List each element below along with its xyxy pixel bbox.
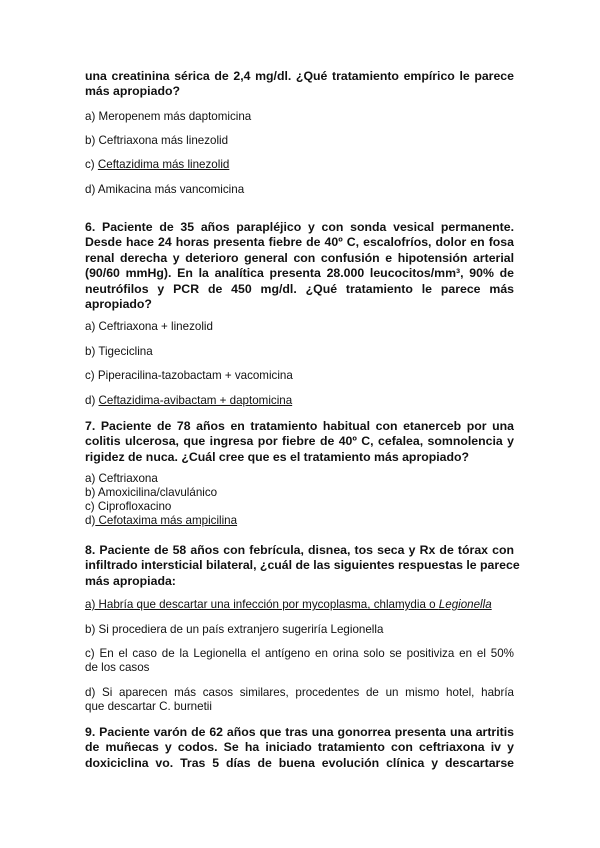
- question-7-line-1: 7. Paciente de 78 años en tratamiento habitual con etanerceb por una: [85, 419, 514, 433]
- question-5-stem: [85, 69, 514, 100]
- question-6-correct-answer: Ceftazidima-avibactam + daptomicina: [98, 394, 293, 407]
- question-7-option-d: [85, 514, 515, 528]
- question-8-option-a-italic: Legionella: [438, 598, 492, 611]
- question-9-stem: [85, 725, 514, 771]
- question-5-option-c-label: c): [85, 158, 98, 171]
- question-5-line-2: más apropiado?: [85, 84, 180, 99]
- question-5-option-b: b) Ceftriaxona más linezolid: [85, 134, 229, 147]
- question-8-option-c-line-1: c) En el caso de la Legionella el antígeno en orina solo se positiviza en el 50%: [85, 647, 514, 660]
- question-7-stem: [85, 419, 514, 465]
- question-6-line-4: (90/60 mmHg). En la analítica presenta 28.000 leucocitos/mm³, 90% de: [85, 266, 514, 281]
- question-8-option-a-correct: [85, 598, 515, 612]
- question-6-option-a: a) Ceftriaxona + linezolid: [85, 320, 213, 333]
- question-8-option-c: [85, 647, 514, 675]
- question-8-option-d-line-2: que descartar C. burnetii: [85, 700, 212, 713]
- question-9-line-1: 9. Paciente varón de 62 años que tras una gonorrea presenta una artritis: [85, 725, 514, 739]
- question-7-line-3: rigidez de nuca. ¿Cuál cree que es el tratamiento más apropiado?: [85, 449, 470, 464]
- question-8-stem: [85, 543, 520, 589]
- question-7-option-c: c) Ciprofloxacino: [85, 500, 172, 513]
- question-8-option-c-line-2: de los casos: [85, 661, 150, 674]
- question-6-line-1: 6. Paciente de 35 años parapléjico y con sonda vesical permanente.: [85, 220, 514, 234]
- question-7-correct-answer: Cefotaxima más ampicilina: [95, 514, 238, 527]
- question-6-line-3: renal derecha y deterioro general con confusión e hipotensión arterial: [85, 250, 514, 265]
- question-6-option-d: [85, 394, 515, 408]
- question-8-option-b: b) Si procediera de un país extranjero sugeriría Legionella: [85, 623, 384, 636]
- question-5-correct-answer: Ceftazidima más linezolid: [97, 158, 230, 171]
- question-6-option-c: c) Piperacilina-tazobactam + vacomicina: [85, 369, 293, 382]
- question-8-option-d-line-1: d) Si aparecen más casos similares, procedentes de un mismo hotel, habría: [85, 686, 514, 699]
- question-9-line-3: doxiciclina vo. Tras 5 días de buena evolución clínica y descartarse: [85, 755, 514, 770]
- question-8-line-2: infiltrado intersticial bilateral, ¿cuál de las siguientes respuestas le parece: [85, 558, 520, 573]
- question-5-line-1: una creatinina sérica de 2,4 mg/dl. ¿Qué tratamiento empírico le parece: [85, 69, 514, 83]
- question-7-option-a: a) Ceftriaxona: [85, 472, 158, 485]
- question-6-option-d-label: d): [85, 394, 99, 407]
- question-5-option-a: a) Meropenem más daptomicina: [85, 110, 252, 123]
- question-7-option-b: b) Amoxicilina/clavulánico: [85, 486, 218, 499]
- question-8-option-d: [85, 686, 514, 714]
- question-7-option-d-label: d): [85, 514, 96, 527]
- question-5-option-c: [85, 158, 515, 172]
- question-9-line-2: de muñecas y codos. Se ha iniciado tratamiento con ceftriaxona iv y: [85, 740, 514, 755]
- question-8-line-1: 8. Paciente de 58 años con febrícula, disnea, tos seca y Rx de tórax con: [85, 543, 514, 557]
- question-6-option-b: b) Tigeciclina: [85, 345, 153, 358]
- question-6-line-5: neutrófilos y PCR de 450 mg/dl. ¿Qué tratamiento le parece más: [85, 281, 514, 296]
- question-7-line-2: colitis ulcerosa, que ingresa por fiebre de 40º C, cefalea, somnolencia y: [85, 434, 514, 449]
- question-6-stem: [85, 220, 514, 312]
- question-6-line-2: Desde hace 24 horas presenta fiebre de 40º C, escalofríos, dolor en fosa: [85, 235, 514, 250]
- question-6-line-6: apropiado?: [85, 296, 152, 311]
- question-8-option-a-text: a) Habría que descartar una infección por mycoplasma, chlamydia o: [85, 598, 439, 611]
- question-5-option-d: d) Amikacina más vancomicina: [85, 183, 245, 196]
- question-8-line-3: más apropiada:: [85, 573, 176, 588]
